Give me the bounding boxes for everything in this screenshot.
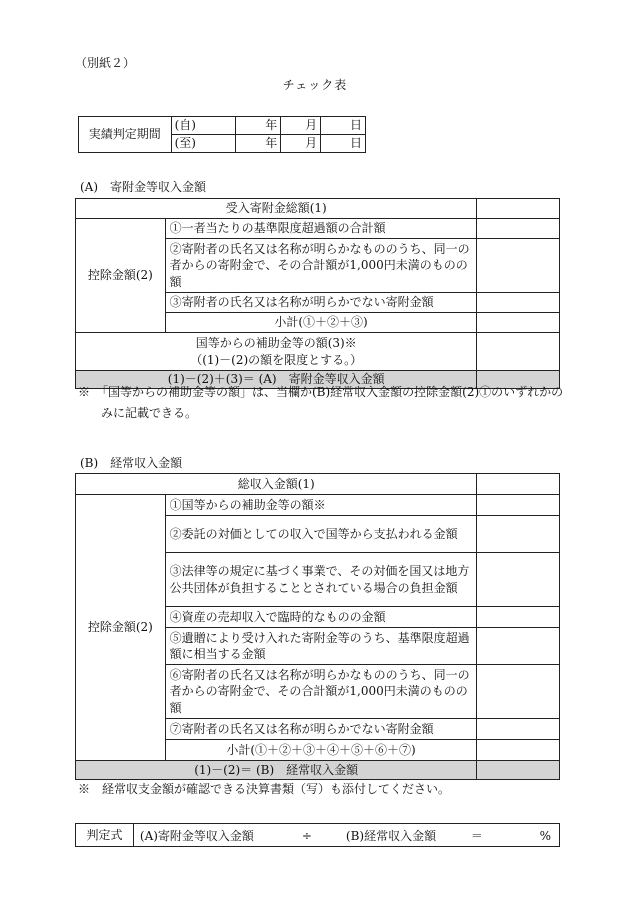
period-label: 実績判定期間 (79, 117, 172, 153)
section-a-deduction-label: 控除金額(2) (76, 219, 166, 333)
section-b-subtotal: 小計(①＋②＋③＋④＋⑤＋⑥＋⑦) (165, 740, 477, 761)
period-table (78, 116, 366, 153)
period-to-month: 月 (281, 135, 321, 153)
formula-denominator: (B)経常収入金額 (345, 829, 437, 843)
section-b-item-5: ⑤遺贈により受け入れた寄附金等のうち、基準限度超過額に相当する金額 (165, 628, 477, 665)
section-b-note: ※ 経常収支金額が確認できる決算書類（写）も添付してください。 (78, 782, 451, 796)
section-a-total-label: 受入寄附金総額(1) (76, 199, 477, 219)
formula-numerator: (A)寄附金等収入金額 (139, 829, 254, 843)
section-b-total-label: 総収入金額(1) (76, 474, 477, 495)
section-b-item-7: ⑦寄附者の氏名又は名称が明らかでない寄附金額 (165, 719, 477, 740)
period-to-label: (至) (171, 135, 236, 153)
period-to-year: 年 (236, 135, 281, 153)
section-a-table (75, 198, 560, 389)
formula-table (75, 823, 560, 847)
section-b-item-2: ②委託の対価としての収入で国等から支払われる金額 (165, 516, 477, 553)
section-b-result-value (477, 761, 560, 780)
formula-label: 判定式 (76, 824, 134, 847)
period-from-year: 年 (236, 117, 281, 135)
section-a-subsidy-line2: （(1)－(2)の額を限度とする。） (190, 352, 363, 367)
formula-equals: ＝ (470, 829, 483, 843)
period-to-day: 日 (321, 135, 366, 153)
section-a-subsidy (76, 333, 477, 371)
section-a-total-value (477, 199, 560, 219)
section-b-result-label: (1)－(2)＝ (B) 経常収入金額 (76, 761, 477, 780)
section-a-item-1: ①一者当たりの基準限度超過額の合計額 (165, 219, 477, 239)
section-b-item-4: ④資産の売却収入で臨時的なものの金額 (165, 607, 477, 628)
section-a-item-3: ③寄附者の氏名又は名称が明らかでない寄附金額 (165, 293, 477, 313)
section-a-note: ※ 「国等からの補助金等の額」は、当欄か(B)経常収入金額の控除金額(2)①のいずれかのみに記載できる。 (78, 385, 564, 420)
section-b-deduction-label: 控除金額(2) (76, 495, 166, 761)
period-from-day: 日 (321, 117, 366, 135)
section-a-result-label: (1)－(2)＋(3)＝ (A) 寄附金等収入金額 (76, 371, 477, 389)
period-from-month: 月 (281, 117, 321, 135)
section-b-heading: (B) 経常収入金額 (80, 456, 183, 470)
section-b-item-6: ⑥寄附者の氏名又は名称が明らかなもののうち、同一の者からの寄附金で、その合計額が1,000円未満のものの額 (165, 665, 477, 719)
section-a-item-2: ②寄附者の氏名又は名称が明らかなもののうち、同一の者からの寄附金で、その合計額が1,000円未満のものの額 (165, 239, 477, 293)
section-b-item-1: ①国等からの補助金等の額※ (165, 495, 477, 516)
formula-cell (133, 824, 559, 847)
period-from-label: (自) (171, 117, 236, 135)
section-a-subsidy-line1: 国等からの補助金等の額(3)※ (195, 336, 357, 351)
formula-unit: % (539, 829, 551, 843)
section-b-item-3: ③法律等の規定に基づく事業で、その対価を国又は地方公共団体が負担することとされている場合の負担金額 (165, 553, 477, 607)
attachment-label: （別紙２） (75, 56, 136, 70)
section-b-total-value (477, 474, 560, 495)
section-a-heading: (A) 寄附金等収入金額 (80, 180, 207, 194)
section-a-subtotal: 小計(①＋②＋③) (165, 313, 477, 333)
document-title: チェック表 (282, 78, 348, 92)
formula-divide: ÷ (301, 829, 312, 843)
section-b-table (75, 473, 560, 780)
